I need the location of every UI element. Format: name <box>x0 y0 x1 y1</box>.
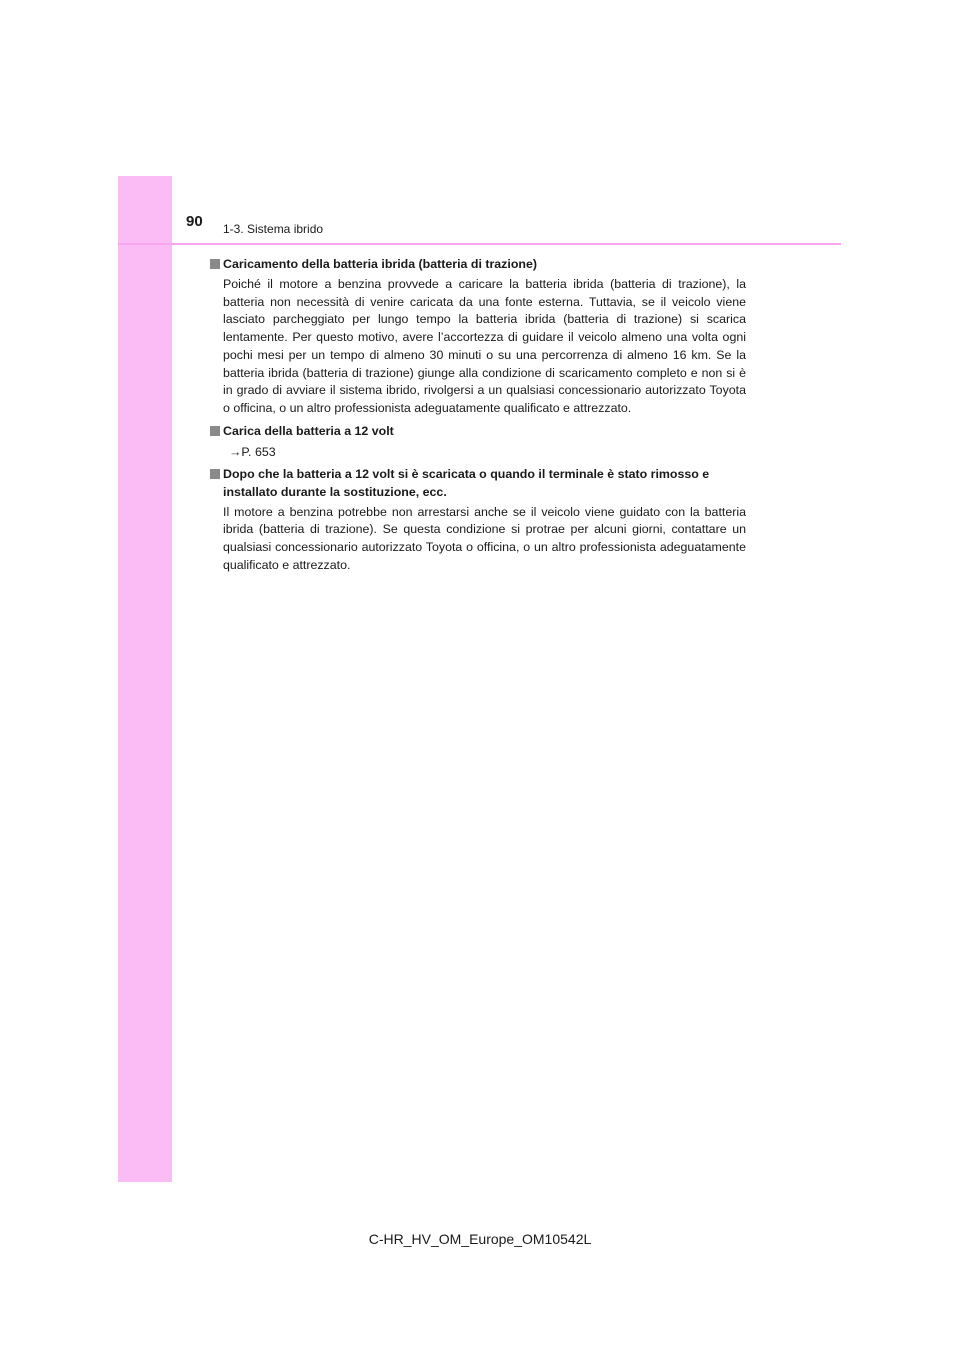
chapter-side-band <box>118 176 172 1182</box>
item-heading-text: Dopo che la batteria a 12 volt si è scaricata o quando il terminale è stato rimosso e installato durante la sostituzione, ecc. <box>223 466 710 499</box>
square-bullet-icon <box>210 259 220 269</box>
item-heading-text: Carica della batteria a 12 volt <box>223 423 394 438</box>
square-bullet-icon <box>210 426 220 436</box>
page-number: 90 <box>186 213 203 230</box>
page-reference-link[interactable]: →P. 653 <box>229 444 276 459</box>
item-after-discharge <box>210 465 746 575</box>
footer-doc-code: C-HR_HV_OM_Europe_OM10542L <box>368 1231 592 1247</box>
item-body: Il motore a benzina potrebbe non arrestarsi anche se il veicolo viene guidato con la batteria ibrida (batteria di trazione). Se questa condizione si protrae per alcuni giorni, contattare un qualsiasi concessionario autorizzato Toyota o officina, o un altro professionista adeguatamente qualificato e attrezzato. <box>223 504 746 572</box>
item-battery-charging <box>210 255 746 418</box>
item-12v-charging <box>210 422 746 461</box>
item-heading <box>210 255 746 273</box>
square-bullet-icon <box>210 469 220 479</box>
header-rule <box>118 243 841 245</box>
item-heading <box>210 422 746 440</box>
content-area <box>210 255 746 578</box>
item-body: Poiché il motore a benzina provvede a caricare la batteria ibrida (batteria di trazione), la batteria non necessità di venire caricata da una fonte esterna. Tuttavia, se il veicolo viene lasciato parcheggiato per lungo tempo la batteria ibrida (batteria di trazione) si scarica lentamente. Per questo motivo, avere l’accortezza di guidare il veicolo almeno una volta ogni pochi mesi per un tempo di almeno 30 minuti o su una percorrenza di almeno 16 km. Se la batteria ibrida (batteria di trazione) giunge alla condizione di scaricamento completo e non si è in grado di avviare il sistema ibrido, rivolgersi a un qualsiasi concessionario autorizzato Toyota o officina, o un altro professionista adeguatamente qualificato e attrezzato. <box>223 277 746 415</box>
section-title: 1-3. Sistema ibrido <box>223 222 324 236</box>
item-heading-text: Caricamento della batteria ibrida (batteria di trazione) <box>223 257 537 271</box>
item-heading <box>210 465 746 501</box>
